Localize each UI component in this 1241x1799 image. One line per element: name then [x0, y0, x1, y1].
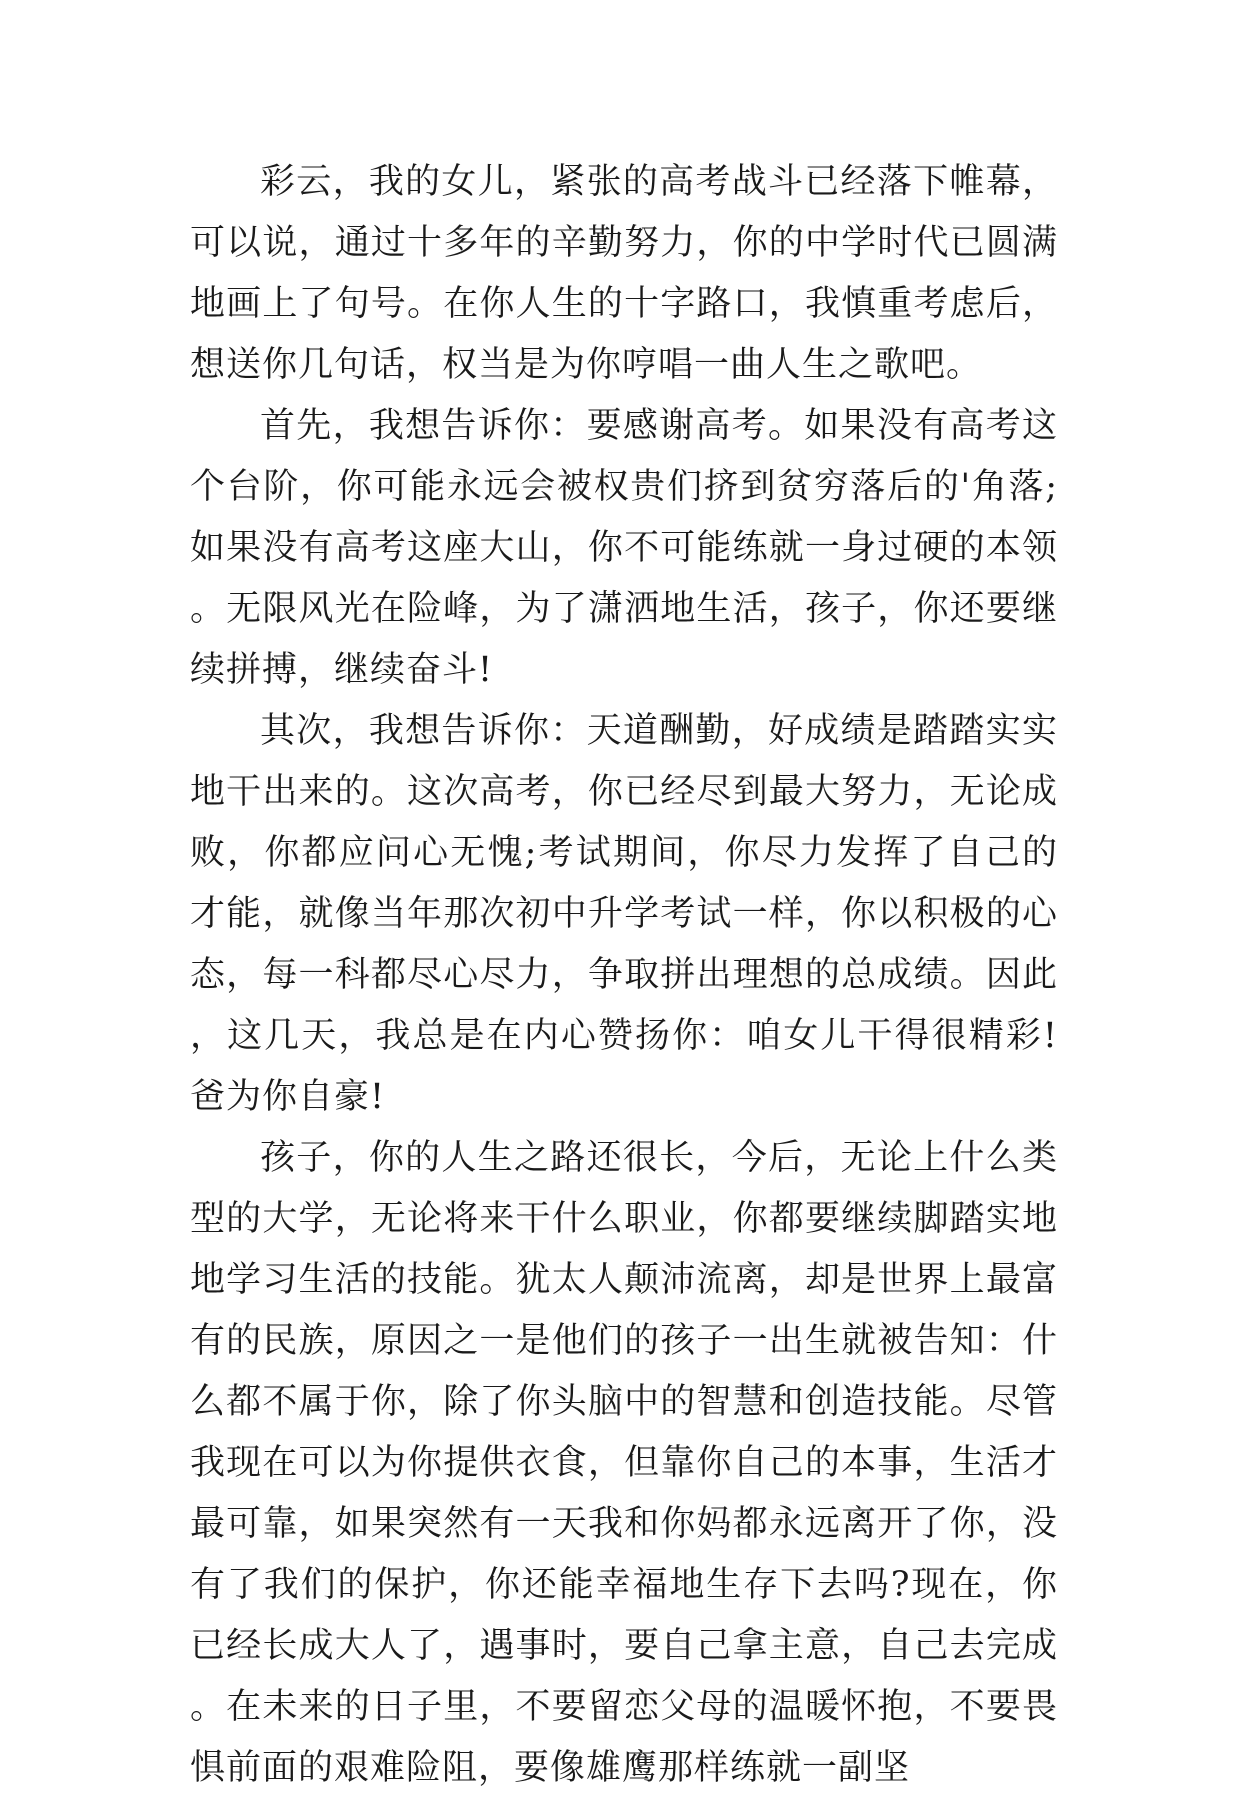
paragraph-2: 首先，我想告诉你：要感谢高考。如果没有高考这个台阶，你可能永远会被权贵们挤到贫穷落后的'角落;如果没有高考这座大山，你不可能练就一身过硬的本领。无限风光在险峰，为了潇洒地生活，孩子，你还要继续拼搏，继续奋斗!: [190, 406, 1058, 690]
paragraph-1: 彩云，我的女儿，紧张的高考战斗已经落下帷幕，可以说，通过十多年的辛勤努力，你的中学时代已圆满地画上了句号。在你人生的十字路口，我慎重考虑后，想送你几句话，权当是为你哼唱一曲人生之歌吧。: [190, 162, 1058, 385]
paragraph-3: 其次，我想告诉你：天道酬勤，好成绩是踏踏实实地干出来的。这次高考，你已经尽到最大努力，无论成败，你都应问心无愧;考试期间，你尽力发挥了自己的才能，就像当年那次初中升学考试一样，你以积极的心态，每一科都尽心尽力，争取拼出理想的总成绩。因此，这几天，我总是在内心赞扬你：咱女儿干得很精彩!爸为你自豪!: [190, 711, 1058, 1117]
letter-body: [190, 152, 1058, 1799]
paragraph-4: 孩子，你的人生之路还很长，今后，无论上什么类型的大学，无论将来干什么职业，你都要继续脚踏实地地学习生活的技能。犹太人颠沛流离，却是世界上最富有的民族，原因之一是他们的孩子一出生就被告知：什么都不属于你，除了你头脑中的智慧和创造技能。尽管我现在可以为你提供衣食，但靠你自己的本事，生活才最可靠，如果突然有一天我和你妈都永远离开了你，没有了我们的保护，你还能幸福地生存下去吗?现在，你已经长成大人了，遇事时，要自己拿主意，自己去完成。在未来的日子里，不要留恋父母的温暖怀抱，不要畏惧前面的艰难险阻，要像雄鹰那样练就一副坚: [190, 1138, 1058, 1788]
